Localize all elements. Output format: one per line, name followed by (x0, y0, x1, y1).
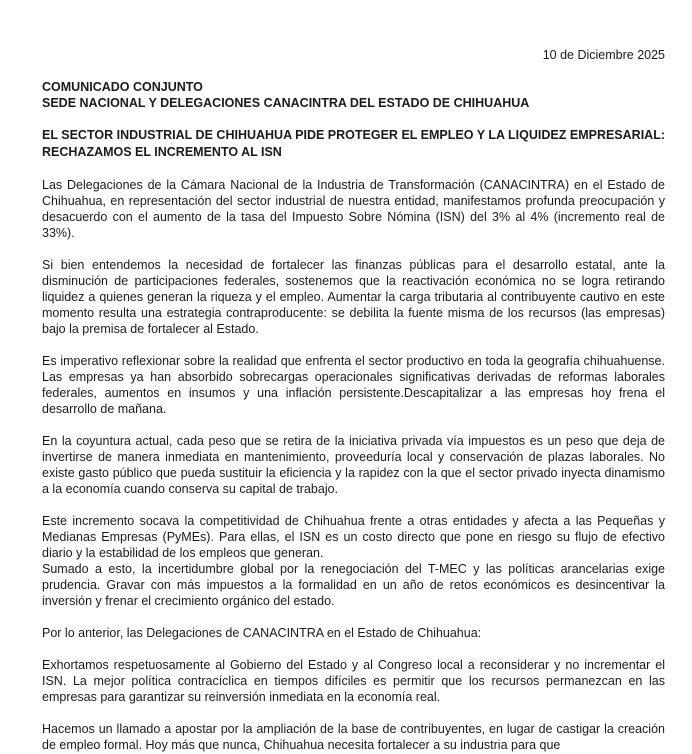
paragraph-finanzas: Si bien entendemos la necesidad de fortalecer las finanzas públicas para el desarrollo estatal, ante la disminución de participaciones federales, sostenemos que la reactivación económica no se logra retirando liquidez a quienes generan la riqueza y el empleo. Aumentar la carga tributaria al contribuyente cautivo en este momento resulta una estrategia contraproducente: se debilita la fuente misma de los recursos (las empresas) bajo la premisa de fortalecer al Estado. (42, 258, 665, 336)
document-header-line-1: COMUNICADO CONJUNTO (42, 80, 203, 94)
paragraph-coyuntura: En la coyuntura actual, cada peso que se retira de la iniciativa privada vía impuestos es un peso que deja de invertirse de manera inmediata en mantenimiento, proveeduría local y conservación de plazas laborales. No existe gasto público que pueda sustituir la eficiencia y la rapidez con la que el sector privado inyecta dinamismo a la economía cuando conserva su capital de trabajo. (42, 434, 665, 496)
paragraph-exhorto: Exhortamos respetuosamente al Gobierno del Estado y al Congreso local a reconsiderar y no incrementar el ISN. La mejor política contracíclica en tiempos difíciles es permitir que los recursos permanezcan en las empresas para garantizar su reinversión inmediata en la economía real. (42, 658, 665, 704)
paragraph-por-lo-anterior: Por lo anterior, las Delegaciones de CANACINTRA en el Estado de Chihuahua: (42, 626, 482, 640)
document-date: 10 de Diciembre 2025 (542, 48, 665, 62)
paragraph-competitividad: Este incremento socava la competitividad de Chihuahua frente a otras entidades y afecta a las Pequeñas y Medianas Empresas (PyMEs). Para ellas, el ISN es un costo directo que pone en riesgo su flujo de efectivo diario y la estabilidad de los empleos que generan. (42, 514, 665, 560)
spacer (42, 111, 665, 127)
paragraph-realidad: Es imperativo reflexionar sobre la realidad que enfrenta el sector productivo en toda la geografía chihuahuense. Las empresas ya han absorbido sobrecargas operacionales significativas derivadas de reformas laborales federales, aumentos en insumos y una inflación persistente.Descapitalizar a las empresas hoy frena el desarrollo de mañana. (42, 354, 665, 416)
document-header-line-2: SEDE NACIONAL Y DELEGACIONES CANACINTRA DEL ESTADO DE CHIHUAHUA (42, 96, 530, 110)
paragraph-incertidumbre: Sumado a esto, la incertidumbre global por la renegociación del T-MEC y las políticas arancelarias exige prudencia. Gravar con más impuestos a la formalidad en un año de retos económicos es desincentivar la inversión y frenar el crecimiento orgánico del estado. (42, 562, 665, 608)
paragraph-llamado: Hacemos un llamado a apostar por la ampliación de la base de contribuyentes, en lugar de castigar la creación de empleo formal. Hoy más que nunca, Chihuahua necesita fortalecer a su industria para que (42, 722, 665, 752)
document-title: EL SECTOR INDUSTRIAL DE CHIHUAHUA PIDE PROTEGER EL EMPLEO Y LA LIQUIDEZ EMPRESARIAL: RECHAZAMOS EL INCREMENTO AL ISN (42, 128, 665, 159)
paragraph-intro: Las Delegaciones de la Cámara Nacional de la Industria de Transformación (CANACINTRA) en el Estado de Chihuahua, en representación del sector industrial de nuestra entidad, manifestamos profunda preocupación y desacuerdo con el aumento de la tasa del Impuesto Sobre Nómina (ISN) del 3% al 4% (incremento real de 33%). (42, 178, 665, 240)
